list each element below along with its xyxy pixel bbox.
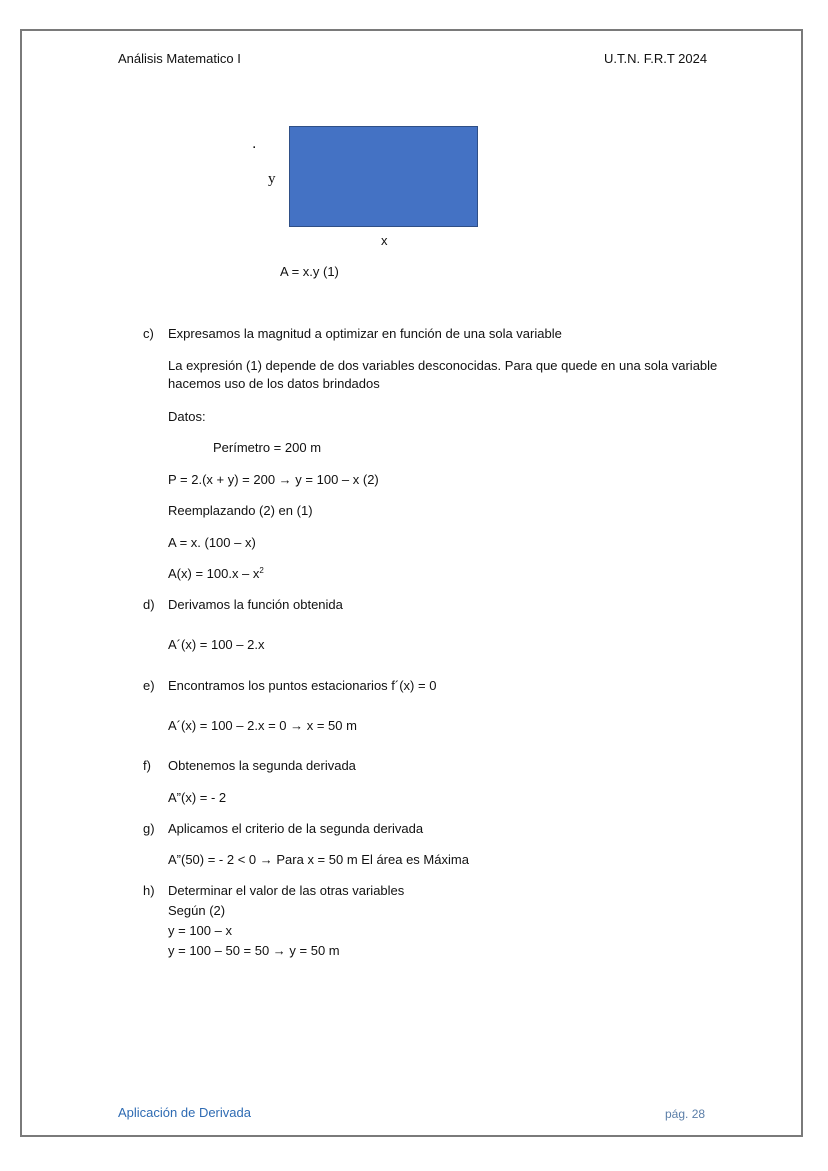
item-h-letter: h)	[143, 883, 155, 898]
item-h-line3: y = 100 – 50 = 50 → y = 50 m	[168, 943, 340, 958]
item-c-letter: c)	[143, 326, 154, 341]
area-function-base: A(x) = 100.x – x	[168, 566, 260, 581]
rectangle-figure	[289, 126, 478, 227]
footer-section-title: Aplicación de Derivada	[118, 1105, 251, 1120]
item-h-title: Determinar el valor de las otras variables	[168, 883, 405, 898]
header-course-title: Análisis Matematico I	[118, 51, 241, 66]
figure-y-label: y	[268, 171, 276, 187]
header-institution: U.T.N. F.R.T 2024	[604, 51, 708, 66]
item-f-title: Obtenemos la segunda derivada	[168, 758, 356, 773]
item-g-equation: A”(50) = - 2 < 0 → Para x = 50 m El área es Máxima	[168, 852, 469, 867]
item-e-title: Encontramos los puntos estacionarios f´(x) = 0	[168, 678, 437, 693]
item-h-line2: y = 100 – x	[168, 923, 232, 938]
item-g-title: Aplicamos el criterio de la segunda derivada	[168, 821, 424, 836]
item-d-title: Derivamos la función obtenida	[168, 597, 343, 612]
item-c-area-equation: A = x. (100 – x)	[168, 535, 256, 550]
item-c-datos: Datos:	[168, 409, 206, 424]
item-f-equation: A”(x) = - 2	[168, 790, 227, 805]
item-d-letter: d)	[143, 597, 155, 612]
item-g-letter: g)	[143, 821, 155, 836]
figure-x-label: x	[381, 233, 388, 248]
item-d-equation: A´(x) = 100 – 2.x	[168, 637, 265, 652]
item-c-reemplazando: Reemplazando (2) en (1)	[168, 503, 313, 518]
footer-page-number: pág. 28	[665, 1107, 706, 1121]
area-formula: A = x.y (1)	[280, 264, 339, 279]
figure-dot: .	[252, 135, 257, 152]
item-c-paragraph: La expresión (1) depende de dos variables desconocidas. Para que quede en una sola variable hacemos uso de los datos brindados	[168, 358, 718, 391]
item-h-line1: Según (2)	[168, 903, 226, 918]
item-c-title: Expresamos la magnitud a optimizar en función de una sola variable	[168, 326, 562, 341]
item-c-perimetro: Perímetro = 200 m	[213, 440, 322, 455]
item-f-letter: f)	[143, 758, 151, 773]
item-c-perimeter-equation: P = 2.(x + y) = 200 → y = 100 – x (2)	[168, 472, 379, 487]
item-e-equation: A´(x) = 100 – 2.x = 0 → x = 50 m	[168, 718, 357, 733]
item-c-area-function	[168, 566, 264, 582]
area-function-exponent: 2	[259, 566, 264, 575]
item-e-letter: e)	[143, 678, 155, 693]
